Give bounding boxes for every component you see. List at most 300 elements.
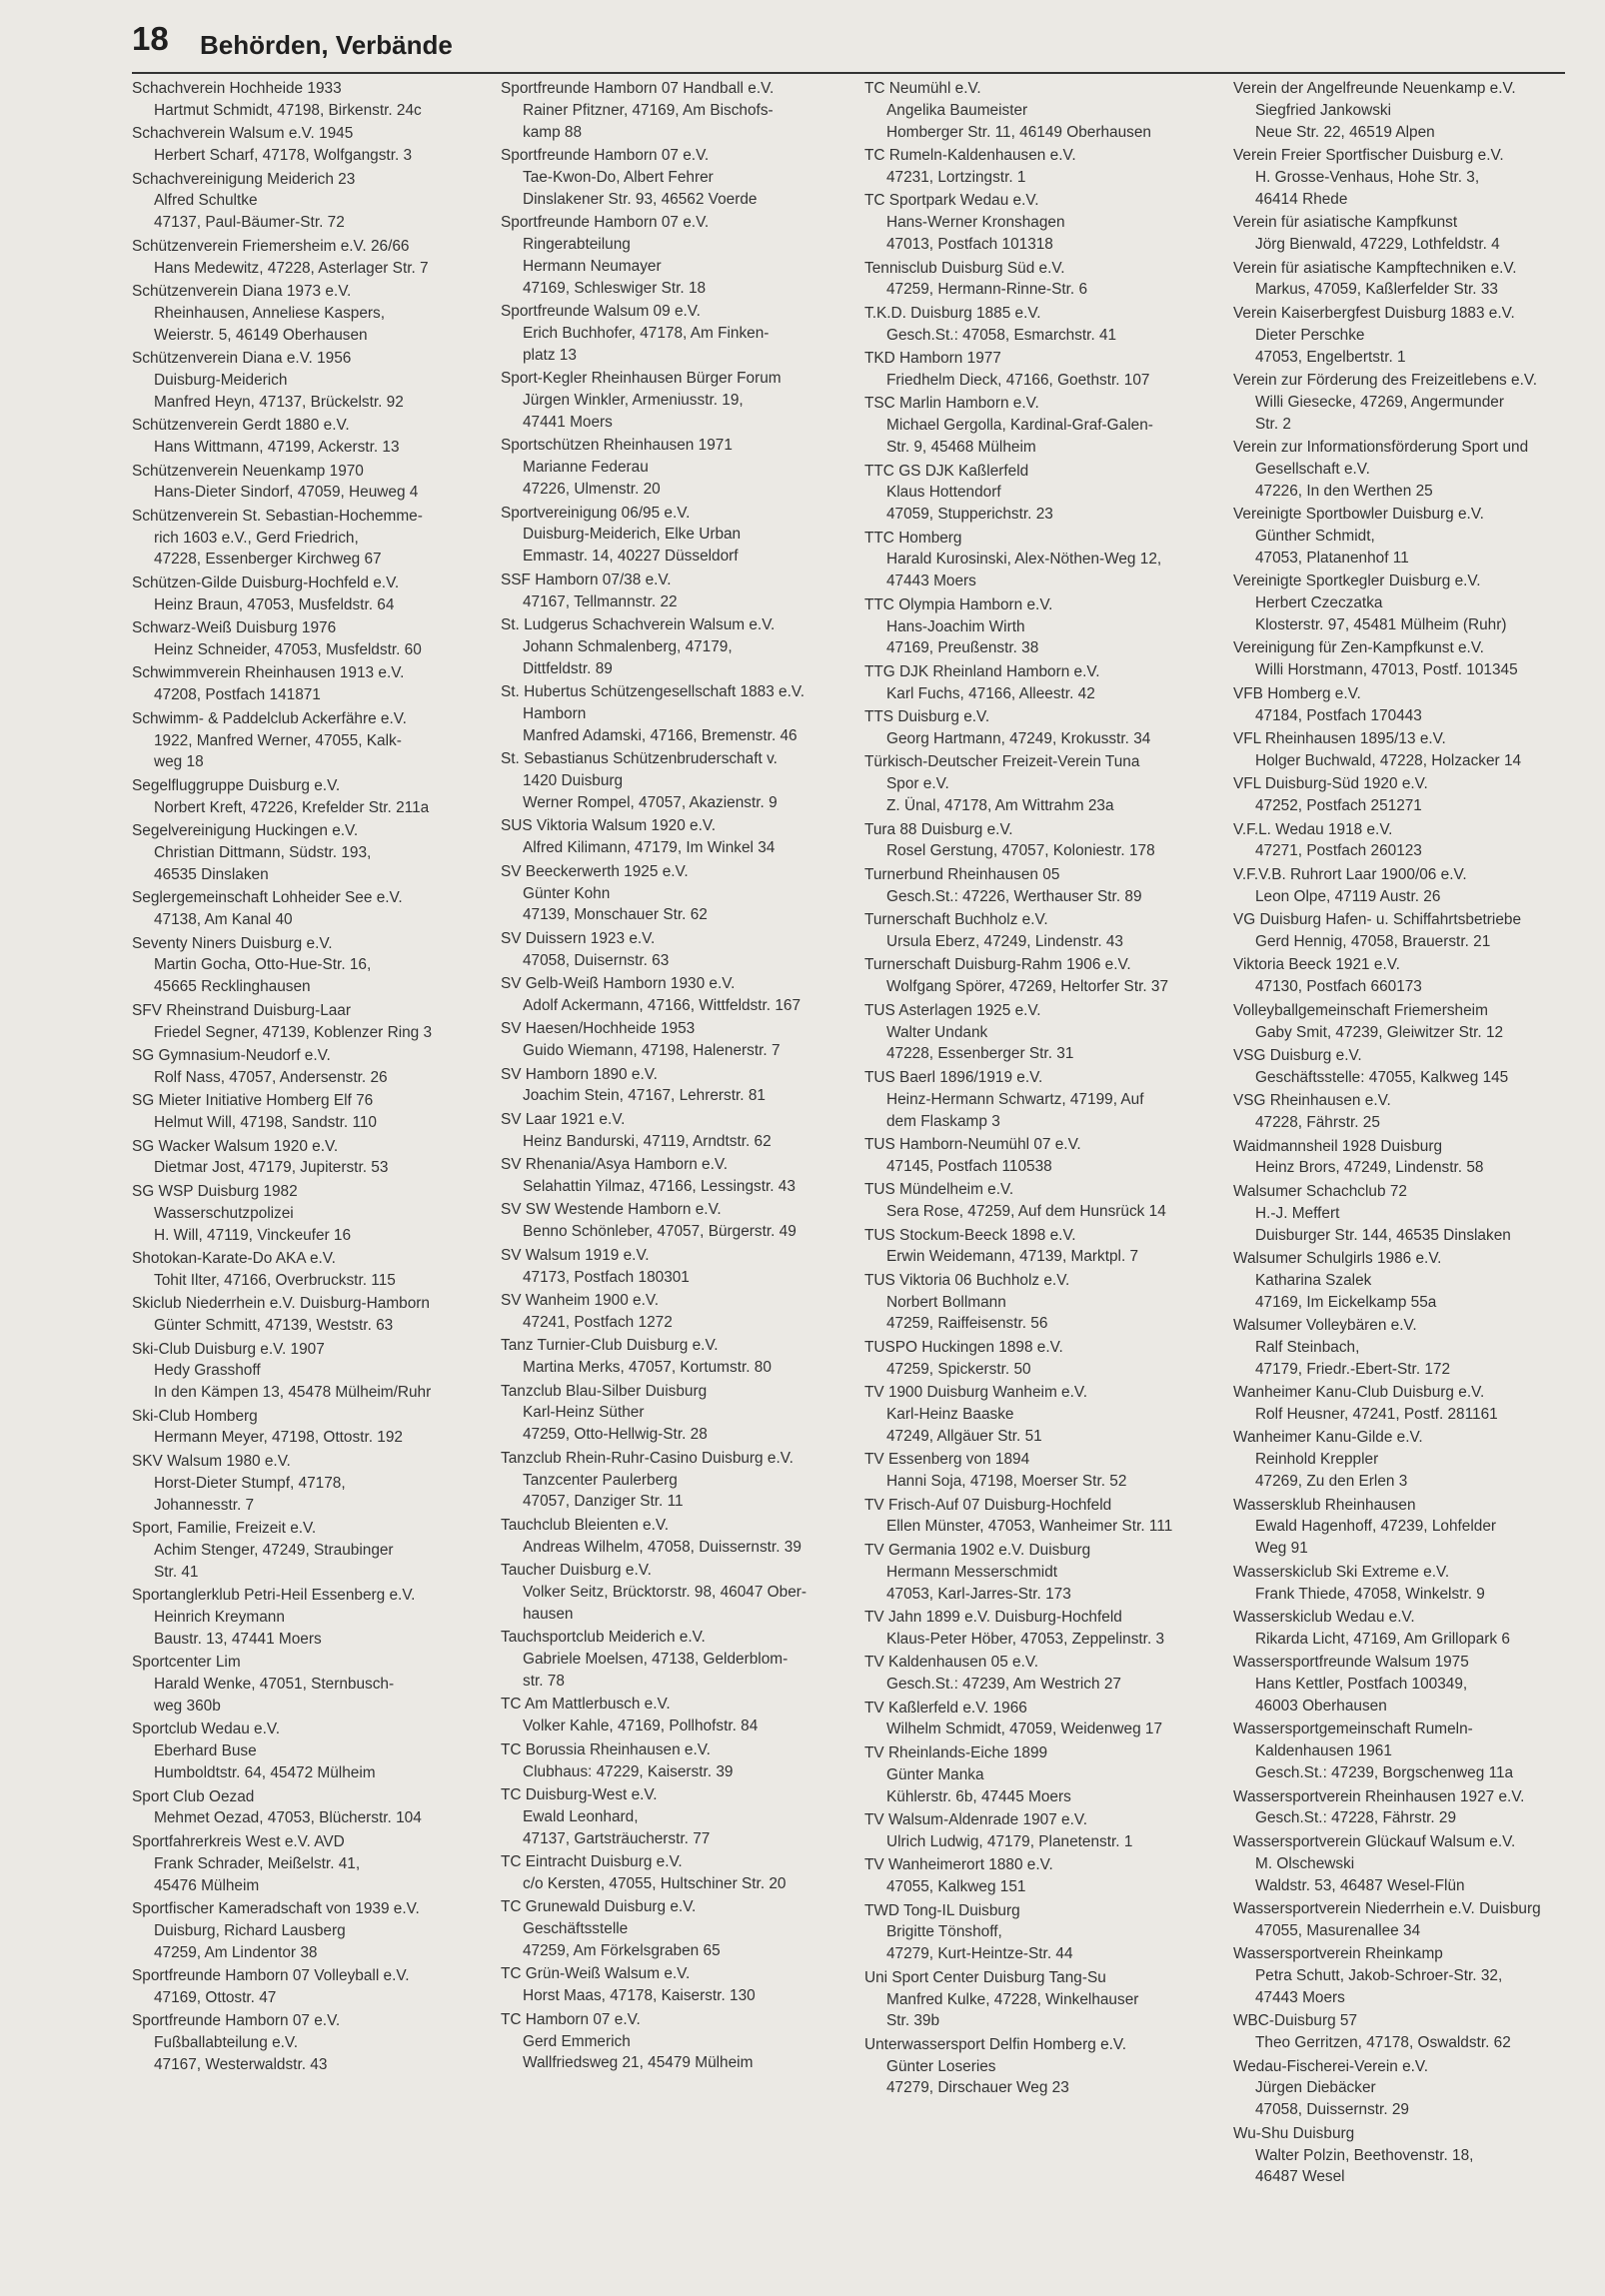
directory-entry <box>1233 1248 1588 1314</box>
entry-detail: Volker Kahle, 47169, Pollhofstr. 84 <box>523 1718 759 1735</box>
entry-detail: 47169, Im Eickelkamp 55a <box>1255 1293 1437 1311</box>
directory-entry <box>864 1382 1219 1448</box>
entry-detail: Geschäftsstelle: 47055, Kalkweg 145 <box>1255 1068 1509 1086</box>
entry-detail: Str. 9, 45468 Mülheim <box>886 439 1036 457</box>
entry-detail: 1420 Duisburg <box>523 772 624 790</box>
directory-column-2 <box>501 78 855 2076</box>
entry-detail: Georg Hartmann, 47249, Krokusstr. 34 <box>886 730 1151 747</box>
directory-entry <box>501 1515 855 1559</box>
directory-entry <box>1233 1831 1588 1897</box>
directory-entry <box>501 973 855 1017</box>
entry-detail: Rosel Gerstung, 47057, Koloniestr. 178 <box>886 842 1155 860</box>
directory-entry <box>501 2009 855 2075</box>
entry-detail: Selahattin Yilmaz, 47166, Lessingstr. 43 <box>523 1178 796 1196</box>
entry-detail: Brigitte Tönshoff, <box>886 1923 1002 1941</box>
entry-detail: Heinz Schneider, 47053, Musfeldstr. 60 <box>154 641 422 659</box>
directory-entry <box>1233 1607 1588 1651</box>
entry-detail: Str. 39b <box>886 2012 940 2030</box>
entry-name: SV Rhenania/Asya Hamborn e.V. <box>501 1156 729 1174</box>
entry-detail: Spor e.V. <box>886 775 949 793</box>
entry-detail: Gesch.St.: 47058, Esmarchstr. 41 <box>886 326 1117 344</box>
entry-detail: Leon Olpe, 47119 Austr. 26 <box>1255 887 1441 905</box>
entry-detail: Rainer Pfitzner, 47169, Am Bischofs- <box>523 101 774 119</box>
entry-name: Tennisclub Duisburg Süd e.V. <box>864 259 1065 277</box>
entry-detail: Kaldenhausen 1961 <box>1255 1742 1392 1760</box>
entry-detail: Frank Thiede, 47058, Winkelstr. 9 <box>1255 1585 1485 1603</box>
entry-detail: Duisburger Str. 144, 46535 Dinslaken <box>1255 1226 1511 1244</box>
entry-detail: Hans Medewitz, 47228, Asterlager Str. 7 <box>154 259 429 277</box>
entry-detail: Hamborn <box>523 704 587 722</box>
entry-name: SKV Walsum 1980 e.V. <box>132 1452 291 1470</box>
entry-detail: Hedy Grasshoff <box>154 1362 261 1380</box>
entry-detail: Karl-Heinz Süther <box>523 1404 645 1422</box>
entry-name: Sportvereinigung 06/95 e.V. <box>501 504 691 522</box>
directory-entry <box>1233 1382 1588 1426</box>
directory-entry <box>864 909 1219 953</box>
entry-name: Turnerschaft Buchholz e.V. <box>864 911 1048 929</box>
directory-entry <box>132 1339 487 1405</box>
directory-entry <box>1233 504 1588 570</box>
entry-detail: Holger Buchwald, 47228, Holzacker 14 <box>1255 751 1522 769</box>
directory-entry <box>864 1000 1219 1066</box>
entry-detail: 47138, Am Kanal 40 <box>154 911 293 929</box>
entry-name: Wassersportverein Rheinhausen 1927 e.V. <box>1233 1787 1525 1805</box>
entry-detail: Joachim Stein, 47167, Lehrerstr. 81 <box>523 1087 766 1105</box>
entry-name: SSF Hamborn 07/38 e.V. <box>501 571 672 588</box>
entry-detail: Geschäftsstelle <box>523 1920 629 1938</box>
entry-detail: Gesellschaft e.V. <box>1255 460 1370 478</box>
entry-name: TC Neumühl e.V. <box>864 80 981 97</box>
entry-detail: 47241, Postfach 1272 <box>523 1313 673 1331</box>
entry-detail: Petra Schutt, Jakob-Schroer-Str. 32, <box>1255 1967 1503 1985</box>
directory-entry <box>501 301 855 367</box>
entry-name: Walsumer Schachclub 72 <box>1233 1182 1407 1200</box>
directory-entry <box>1233 1090 1588 1134</box>
directory-entry <box>132 1719 487 1784</box>
entry-name: SV Wanheim 1900 e.V. <box>501 1292 659 1310</box>
directory-entry <box>864 1067 1219 1133</box>
entry-detail: 47231, Lortzingstr. 1 <box>886 168 1026 186</box>
directory-entry <box>864 1134 1219 1178</box>
entry-detail: Hans-Joachim Wirth <box>886 617 1025 635</box>
entry-detail: 47058, Duissernstr. 29 <box>1255 2101 1409 2119</box>
directory-entry <box>1233 1943 1588 2009</box>
entry-name: Tauchsportclub Meiderich e.V. <box>501 1629 706 1647</box>
entry-name: Sportfreunde Hamborn 07 Handball e.V. <box>501 80 775 97</box>
entry-name: Sportfischer Kameradschaft von 1939 e.V. <box>132 1899 420 1917</box>
entry-detail: 47208, Postfach 141871 <box>154 686 321 704</box>
entry-name: Verein zur Informationsförderung Sport und <box>1233 439 1529 457</box>
entry-detail: Johannesstr. 7 <box>154 1496 255 1514</box>
entry-detail: 47269, Zu den Erlen 3 <box>1255 1473 1408 1491</box>
directory-entry <box>1233 637 1588 681</box>
directory-entry <box>1233 212 1588 256</box>
directory-entry <box>132 1518 487 1584</box>
directory-entry <box>1233 2010 1588 2054</box>
directory-entry <box>1233 437 1588 503</box>
directory-entry <box>132 775 487 819</box>
entry-name: Shotokan-Karate-Do AKA e.V. <box>132 1249 336 1267</box>
entry-detail: Hans Kettler, Postfach 100349, <box>1255 1676 1468 1694</box>
entry-detail: Dieter Perschke <box>1255 326 1365 344</box>
directory-entry <box>132 820 487 886</box>
entry-name: VFL Duisburg-Süd 1920 e.V. <box>1233 775 1428 793</box>
entry-detail: Volker Seitz, Brücktorstr. 98, 46047 Ober- <box>523 1583 807 1601</box>
entry-name: Wassersportgemeinschaft Rumeln- <box>1233 1721 1473 1738</box>
directory-entry <box>132 1000 487 1044</box>
directory-entry <box>864 1809 1219 1853</box>
entry-name: VSG Rheinhausen e.V. <box>1233 1092 1391 1110</box>
directory-entry <box>864 190 1219 256</box>
entry-name: TUS Asterlagen 1925 e.V. <box>864 1001 1041 1019</box>
entry-name: TC Grün-Weiß Walsum e.V. <box>501 1965 691 1983</box>
entry-name: Wanheimer Kanu-Club Duisburg e.V. <box>1233 1384 1485 1402</box>
directory-entry <box>1233 728 1588 772</box>
entry-detail: Rikarda Licht, 47169, Am Grillopark 6 <box>1255 1630 1510 1648</box>
entry-detail: Günter Schmitt, 47139, Weststr. 63 <box>154 1317 394 1335</box>
directory-entry <box>501 145 855 211</box>
entry-detail: 46003 Oberhausen <box>1255 1697 1387 1715</box>
entry-name: Tauchclub Bleienten e.V. <box>501 1516 669 1534</box>
directory-entry <box>132 708 487 774</box>
directory-entry <box>501 1109 855 1153</box>
entry-detail: Markus, 47059, Kaßlerfelder Str. 33 <box>1255 281 1498 299</box>
entry-detail: Gesch.St.: 47226, Werthauser Str. 89 <box>886 887 1142 905</box>
entry-detail: Rolf Nass, 47057, Andersenstr. 26 <box>154 1068 388 1086</box>
directory-entry <box>864 1179 1219 1223</box>
entry-detail: Guido Wiemann, 47198, Halenerstr. 7 <box>523 1042 781 1060</box>
directory-entry <box>864 594 1219 660</box>
entry-detail: 47057, Danziger Str. 11 <box>523 1493 684 1511</box>
entry-name: Verein Freier Sportfischer Duisburg e.V. <box>1233 147 1504 165</box>
directory-entry <box>132 281 487 347</box>
entry-detail: Karl Fuchs, 47166, Alleestr. 42 <box>886 684 1095 702</box>
entry-detail: Alfred Kilimann, 47179, Im Winkel 34 <box>523 839 776 857</box>
entry-name: SV SW Westende Hamborn e.V. <box>501 1201 722 1219</box>
directory-entry <box>132 123 487 167</box>
entry-name: TC Am Mattlerbusch e.V. <box>501 1696 671 1714</box>
directory-entry <box>132 887 487 931</box>
entry-detail: Klaus Hottendorf <box>886 484 1001 502</box>
entry-name: TC Sportpark Wedau e.V. <box>864 192 1039 210</box>
directory-entry <box>501 861 855 927</box>
entry-name: TV Essenberg von 1894 <box>864 1451 1030 1469</box>
directory-entry <box>864 1495 1219 1539</box>
entry-name: TUS Stockum-Beeck 1898 e.V. <box>864 1226 1076 1244</box>
directory-entry <box>132 348 487 414</box>
entry-detail: Hans Wittmann, 47199, Ackerstr. 13 <box>154 439 400 457</box>
entry-detail: 47139, Monschauer Str. 62 <box>523 906 708 924</box>
entry-name: Verein für asiatische Kampfkunst <box>1233 214 1458 232</box>
directory-entry <box>501 928 855 972</box>
entry-detail: 45476 Mülheim <box>154 1876 260 1894</box>
entry-detail: Friedhelm Dieck, 47166, Goethstr. 107 <box>886 371 1150 389</box>
entry-name: TSC Marlin Hamborn e.V. <box>864 395 1039 413</box>
entry-name: TUS Mündelheim e.V. <box>864 1181 1014 1199</box>
entry-name: Sport Club Oezad <box>132 1787 255 1805</box>
directory-entry <box>132 1652 487 1718</box>
entry-detail: Kühlerstr. 6b, 47445 Moers <box>886 1787 1071 1805</box>
entry-detail: Weierstr. 5, 46149 Oberhausen <box>154 326 368 344</box>
entry-name: Volleyballgemeinschaft Friemersheim <box>1233 1001 1488 1019</box>
directory-entry <box>132 573 487 616</box>
directory-entry <box>501 1199 855 1243</box>
entry-detail: 47228, Essenberger Kirchweg 67 <box>154 551 382 569</box>
entry-detail: Ewald Leonhard, <box>523 1807 639 1825</box>
entry-detail: Wasserschutzpolizei <box>154 1204 294 1222</box>
directory-column-3 <box>864 78 1219 2101</box>
entry-name: Wasserskiclub Wedau e.V. <box>1233 1609 1415 1626</box>
directory-entry <box>864 864 1219 908</box>
directory-entry <box>132 1136 487 1180</box>
entry-name: TWD Tong-IL Duisburg <box>864 1901 1020 1919</box>
entry-detail: Dittfeldstr. 89 <box>523 659 613 677</box>
page-number: 18 <box>132 20 169 57</box>
directory-entry <box>1233 78 1588 144</box>
directory-entry <box>1233 1562 1588 1606</box>
directory-entry <box>501 614 855 680</box>
entry-detail: Michael Gergolla, Kardinal-Graf-Galen- <box>886 417 1153 435</box>
entry-detail: 47053, Engelbertstr. 1 <box>1255 348 1406 366</box>
directory-entry <box>132 1181 487 1247</box>
directory-entry <box>864 1967 1219 2033</box>
directory-entry <box>501 503 855 569</box>
entry-name: Verein zur Förderung des Freizeitlebens e.V. <box>1233 371 1537 389</box>
entry-detail: 47252, Postfach 251271 <box>1255 797 1422 815</box>
entry-detail: Weg 91 <box>1255 1540 1308 1558</box>
entry-detail: Ursula Eberz, 47249, Lindenstr. 43 <box>886 932 1123 950</box>
entry-detail: H.-J. Meffert <box>1255 1204 1340 1222</box>
entry-detail: Helmut Will, 47198, Sandstr. 110 <box>154 1114 377 1132</box>
entry-name: Schwimmverein Rheinhausen 1913 e.V. <box>132 664 405 682</box>
directory-entry <box>501 435 855 501</box>
entry-name: Vereinigte Sportkegler Duisburg e.V. <box>1233 573 1481 590</box>
directory-entry <box>132 1045 487 1089</box>
entry-name: SG Gymnasium-Neudorf e.V. <box>132 1046 331 1064</box>
entry-detail: Siegfried Jankowski <box>1255 101 1392 119</box>
directory-entry <box>501 1739 855 1783</box>
directory-entry <box>132 506 487 572</box>
entry-detail: str. 78 <box>523 1672 565 1690</box>
entry-name: Sportfreunde Hamborn 07 e.V. <box>132 2012 341 2030</box>
directory-entry <box>501 1064 855 1108</box>
entry-name: SV Gelb-Weiß Hamborn 1930 e.V. <box>501 975 736 993</box>
entry-detail: Gesch.St.: 47239, Borgschenweg 11a <box>1255 1764 1514 1782</box>
directory-entry <box>501 1627 855 1693</box>
directory-entry <box>501 748 855 814</box>
entry-name: Sportfreunde Hamborn 07 e.V. <box>501 147 710 165</box>
entry-name: TTG DJK Rheinland Hamborn e.V. <box>864 662 1100 680</box>
directory-entry <box>1233 954 1588 998</box>
entry-detail: Herbert Scharf, 47178, Wolfgangstr. 3 <box>154 147 413 165</box>
entry-detail: H. Will, 47119, Vinckeufer 16 <box>154 1226 352 1244</box>
directory-entry <box>501 368 855 434</box>
directory-entry <box>501 1154 855 1198</box>
directory-entry <box>1233 145 1588 211</box>
entry-detail: 47053, Platanenhof 11 <box>1255 549 1409 567</box>
directory-entry <box>132 415 487 459</box>
entry-detail: Str. 41 <box>154 1563 199 1581</box>
entry-name: Schützenverein Diana 1973 e.V. <box>132 282 352 300</box>
entry-detail: Manfred Adamski, 47166, Bremenstr. 46 <box>523 726 798 744</box>
entry-name: Taucher Duisburg e.V. <box>501 1562 652 1580</box>
entry-name: Waidmannsheil 1928 Duisburg <box>1233 1137 1443 1155</box>
entry-detail: 47226, Ulmenstr. 20 <box>523 481 661 499</box>
entry-detail: Dietmar Jost, 47179, Jupiterstr. 53 <box>154 1159 389 1177</box>
entry-detail: Frank Schrader, Meißelstr. 41, <box>154 1854 361 1872</box>
entry-name: Schachverein Hochheide 1933 <box>132 80 342 97</box>
directory-entry <box>864 661 1219 705</box>
entry-detail: H. Grosse-Venhaus, Hohe Str. 3, <box>1255 168 1480 186</box>
directory-entry <box>864 706 1219 750</box>
entry-detail: 47169, Ottostr. 47 <box>154 1988 277 2006</box>
directory-entry <box>132 1585 487 1651</box>
directory-entry <box>132 236 487 280</box>
entry-detail: Jürgen Diebäcker <box>1255 2079 1376 2097</box>
entry-detail: 47259, Otto-Hellwig-Str. 28 <box>523 1426 708 1444</box>
directory-entry <box>864 461 1219 527</box>
entry-name: Viktoria Beeck 1921 e.V. <box>1233 956 1400 974</box>
entry-detail: Ringerabteilung <box>523 236 631 254</box>
entry-detail: Jörg Bienwald, 47229, Lothfeldstr. 4 <box>1255 236 1500 254</box>
entry-name: Unterwassersport Delfin Homberg e.V. <box>864 2035 1127 2053</box>
directory-entry <box>501 1018 855 1062</box>
entry-detail: Humboldtstr. 64, 45472 Mülheim <box>154 1764 376 1782</box>
entry-detail: 47055, Kalkweg 151 <box>886 1878 1026 1896</box>
directory-entry <box>1233 1136 1588 1180</box>
entry-name: TC Duisburg-West e.V. <box>501 1785 658 1803</box>
entry-detail: 47226, In den Werthen 25 <box>1255 482 1433 500</box>
entry-detail: 47169, Preußenstr. 38 <box>886 639 1039 657</box>
entry-detail: Dinslakener Str. 93, 46562 Voerde <box>523 190 758 208</box>
entry-detail: Ewald Hagenhoff, 47239, Lohfelder <box>1255 1518 1497 1536</box>
entry-detail: 47279, Kurt-Heintze-Str. 44 <box>886 1945 1073 1963</box>
directory-entry <box>501 1245 855 1289</box>
entry-name: Wassersportverein Niederrhein e.V. Duisburg <box>1233 1899 1541 1917</box>
entry-name: TC Hamborn 07 e.V. <box>501 2010 641 2028</box>
entry-detail: Norbert Bollmann <box>886 1293 1006 1311</box>
directory-entry <box>132 662 487 706</box>
entry-detail: weg 360b <box>154 1697 221 1715</box>
entry-detail: Fußballabteilung e.V. <box>154 2034 299 2052</box>
entry-name: VFL Rheinhausen 1895/13 e.V. <box>1233 730 1446 747</box>
entry-name: SV Walsum 1919 e.V. <box>501 1246 650 1264</box>
directory-entry <box>1233 1652 1588 1718</box>
directory-entry <box>1233 773 1588 817</box>
entry-detail: Gerd Emmerich <box>523 2032 631 2050</box>
entry-name: Vereinigung für Zen-Kampfkunst e.V. <box>1233 639 1484 657</box>
entry-detail: Andreas Wilhelm, 47058, Duissernstr. 39 <box>523 1538 802 1556</box>
directory-entry <box>864 1607 1219 1651</box>
entry-name: Schützenverein Diana e.V. 1956 <box>132 350 352 368</box>
entry-name: Sportfreunde Hamborn 07 Volleyball e.V. <box>132 1967 410 1985</box>
entry-name: TV Frisch-Auf 07 Duisburg-Hochfeld <box>864 1496 1112 1514</box>
entry-name: Seventy Niners Duisburg e.V. <box>132 934 333 952</box>
entry-detail: Achim Stenger, 47249, Straubinger <box>154 1541 394 1559</box>
entry-name: TV Germania 1902 e.V. Duisburg <box>864 1541 1091 1559</box>
directory-entry <box>864 528 1219 593</box>
entry-detail: Hans-Werner Kronshagen <box>886 214 1065 232</box>
entry-name: Segelfluggruppe Duisburg e.V. <box>132 776 341 794</box>
entry-name: Schützenverein Neuenkamp 1970 <box>132 462 364 480</box>
entry-detail: Emmastr. 14, 40227 Düsseldorf <box>523 548 739 566</box>
directory-entry <box>1233 1786 1588 1830</box>
entry-detail: Manfred Heyn, 47137, Brückelstr. 92 <box>154 393 404 411</box>
entry-name: Schwimm- & Paddelclub Ackerfähre e.V. <box>132 709 407 727</box>
entry-name: TTC GS DJK Kaßlerfeld <box>864 462 1029 480</box>
entry-detail: 47130, Postfach 660173 <box>1255 978 1422 996</box>
entry-detail: Friedel Segner, 47139, Koblenzer Ring 3 <box>154 1023 433 1041</box>
entry-detail: 47053, Karl-Jarres-Str. 173 <box>886 1585 1071 1603</box>
entry-detail: Willi Horstmann, 47013, Postf. 101345 <box>1255 661 1518 679</box>
entry-name: Seglergemeinschaft Lohheider See e.V. <box>132 889 403 907</box>
entry-name: Schützenverein Gerdt 1880 e.V. <box>132 417 350 435</box>
entry-detail: 1922, Manfred Werner, 47055, Kalk- <box>154 731 402 749</box>
entry-detail: Eberhard Buse <box>154 1742 257 1760</box>
directory-column-4 <box>1233 78 1588 2190</box>
directory-entry <box>132 1965 487 2009</box>
directory-entry <box>132 2010 487 2076</box>
entry-name: TC Eintracht Duisburg e.V. <box>501 1853 683 1871</box>
directory-entry <box>864 1449 1219 1493</box>
entry-detail: 46535 Dinslaken <box>154 865 269 883</box>
entry-detail: Homberger Str. 11, 46149 Oberhausen <box>886 123 1151 141</box>
entry-name: Turnerbund Rheinhausen 05 <box>864 865 1060 883</box>
directory-entry <box>501 212 855 299</box>
entry-detail: Reinhold Kreppler <box>1255 1451 1379 1469</box>
entry-name: Sportcenter Lim <box>132 1654 241 1672</box>
entry-name: TC Grunewald Duisburg e.V. <box>501 1898 697 1916</box>
directory-entry <box>132 1786 487 1830</box>
entry-name: T.K.D. Duisburg 1885 e.V. <box>864 304 1041 322</box>
directory-entry <box>132 933 487 999</box>
entry-detail: platz 13 <box>523 346 577 364</box>
entry-detail: Günter Loseries <box>886 2057 996 2075</box>
entry-detail: 47137, Paul-Bäumer-Str. 72 <box>154 214 345 232</box>
directory-entry <box>1233 258 1588 302</box>
entry-detail: Harald Kurosinski, Alex-Nöthen-Weg 12, <box>886 551 1162 569</box>
directory-entry <box>501 1963 855 2007</box>
directory-entry <box>864 819 1219 863</box>
entry-detail: Christian Dittmann, Südstr. 193, <box>154 844 372 861</box>
entry-name: Walsumer Volleybären e.V. <box>1233 1317 1417 1335</box>
entry-detail: M. Olschewski <box>1255 1854 1355 1872</box>
entry-name: Türkisch-Deutscher Freizeit-Verein Tuna <box>864 753 1140 771</box>
directory-entry <box>864 258 1219 302</box>
directory-entry <box>1233 1000 1588 1044</box>
entry-detail: Baustr. 13, 47441 Moers <box>154 1630 322 1648</box>
directory-entry <box>864 954 1219 998</box>
entry-name: TUS Hamborn-Neumühl 07 e.V. <box>864 1135 1081 1153</box>
directory-entry <box>864 1540 1219 1606</box>
directory-entry <box>132 461 487 505</box>
entry-name: Schützen-Gilde Duisburg-Hochfeld e.V. <box>132 574 400 591</box>
entry-detail: c/o Kersten, 47055, Hultschiner Str. 20 <box>523 1874 787 1892</box>
entry-name: Sport-Kegler Rheinhausen Bürger Forum <box>501 370 782 388</box>
entry-name: TC Borussia Rheinhausen e.V. <box>501 1740 711 1758</box>
entry-name: Skiclub Niederrhein e.V. Duisburg-Hamborn <box>132 1295 430 1313</box>
directory-entry <box>501 681 855 747</box>
entry-name: TV Kaßlerfeld e.V. 1966 <box>864 1699 1027 1717</box>
entry-name: TV Jahn 1899 e.V. Duisburg-Hochfeld <box>864 1609 1122 1626</box>
entry-name: Verein der Angelfreunde Neuenkamp e.V. <box>1233 80 1516 97</box>
entry-detail: Erwin Weidemann, 47139, Marktpl. 7 <box>886 1248 1139 1266</box>
entry-name: Sportanglerklub Petri-Heil Essenberg e.V. <box>132 1587 416 1605</box>
entry-detail: In den Kämpen 13, 45478 Mülheim/Ruhr <box>154 1384 432 1402</box>
entry-detail: 46487 Wesel <box>1255 2168 1345 2186</box>
entry-name: Wedau-Fischerei-Verein e.V. <box>1233 2057 1429 2075</box>
entry-detail: Katharina Szalek <box>1255 1271 1372 1289</box>
